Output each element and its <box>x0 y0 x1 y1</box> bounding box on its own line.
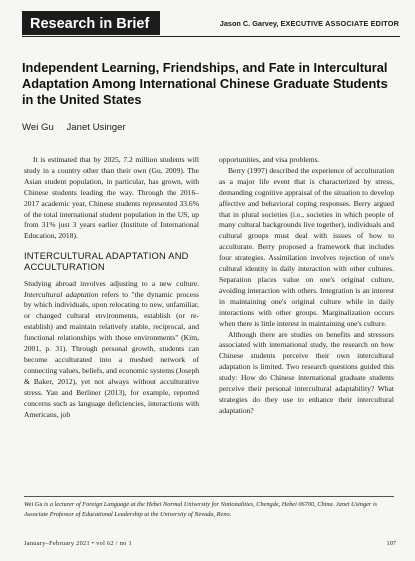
footnote-divider <box>24 496 394 497</box>
editor-role: EXECUTIVE ASSOCIATE EDITOR <box>280 19 399 28</box>
body-paragraph: Berry (1997) described the experience of acculturation as a major life event that is characterized by stress, demanding cognitive appraisal of the situation to develop affective and behavioral coping responses. Berry argued that in plural societies (i.e., societies in which people of many cultural backgrounds live together), individuals and cultural groups must deal with issues of how to acculturate. Berry proposed a framework that includes four strategies. Assimilation involves rejection of one's cultural identity in daily interaction with other cultures. Separation places value on one's original culture, avoiding interaction with others. Integration is an interest in maintaining one's original culture while in daily interactions with other groups. Marginalization occurs when there is little interest in maintaining one's culture. <box>219 165 394 328</box>
author-footnote: Wei Gu is a lecturer of Foreign Language at the Hebei Normal University for Nationalities, Chengde, Hebei 06700, China. Janet Usinger is Associate Professor of Educational Leadership at the University of Nevada, Reno. <box>24 501 378 518</box>
author-list <box>22 122 136 133</box>
body-paragraph <box>24 279 199 421</box>
right-column <box>219 155 394 417</box>
body-paragraph: opportunities, and visa problems. <box>219 155 320 164</box>
page-footer <box>24 540 396 550</box>
author-name: Janet Usinger <box>66 122 126 133</box>
header-bar <box>22 11 400 37</box>
paragraph-text: Studying abroad involves adjusting to a new culture. <box>24 278 199 288</box>
issue-info: January–February 2021 • vol 62 / no 1 <box>24 540 132 547</box>
article-title: Independent Learning, Friendships, and Fate in Intercultural Adaptation Among International Chinese Graduate Students in the United States <box>22 60 388 108</box>
page-number: 107 <box>386 540 396 547</box>
defined-term: Intercultural adaptation <box>24 289 99 299</box>
editor-credit <box>220 19 399 28</box>
body-paragraph: Although there are studies on benefits and stressors associated with international study, the research on how Chinese students perceive their own intercultural adaptation is limited. Two research questions guided this study: How do Chinese international graduate students perceive their personal intercultural adaptability? What strategies do they use to enhance their intercultural adaptation? <box>219 329 394 415</box>
section-heading: INTERCULTURAL ADAPTATION AND ACCULTURATION <box>24 250 189 273</box>
author-name: Wei Gu <box>22 122 54 133</box>
paragraph-text: refers to "the dynamic process by which individuals, upon relocating to new, unfamiliar, or changed cultural environments, establish (or re-establish) and maintain relatively stable, reciprocal, and functional relationships with those environments" (Kim, 2001, p. 31). Through personal growth, students can become acculturated into a meshed network of connecting values, beliefs, and economic systems (Joseph & Baker, 2012), yet not always without acculturative stress. Yan and Berliner (2013), for example, reported concerns such as language deficiencies, interactions with Americans, job <box>24 289 199 419</box>
editor-name: Jason C. Garvey, <box>219 19 279 28</box>
section-label: Research in Brief <box>22 11 160 35</box>
left-column <box>24 155 199 420</box>
body-paragraph: It is estimated that by 2025, 7.2 million students will study in a country other than their own (Gu, 2009). The Asian student population, in particular, has grown, with Chinese students leading the way. Through the 2016–2017 academic year, Chinese students represented 33.6% of the total international student population in the US, up from 31% just 3 years earlier (Institute of International Education, 2018). <box>24 155 199 241</box>
